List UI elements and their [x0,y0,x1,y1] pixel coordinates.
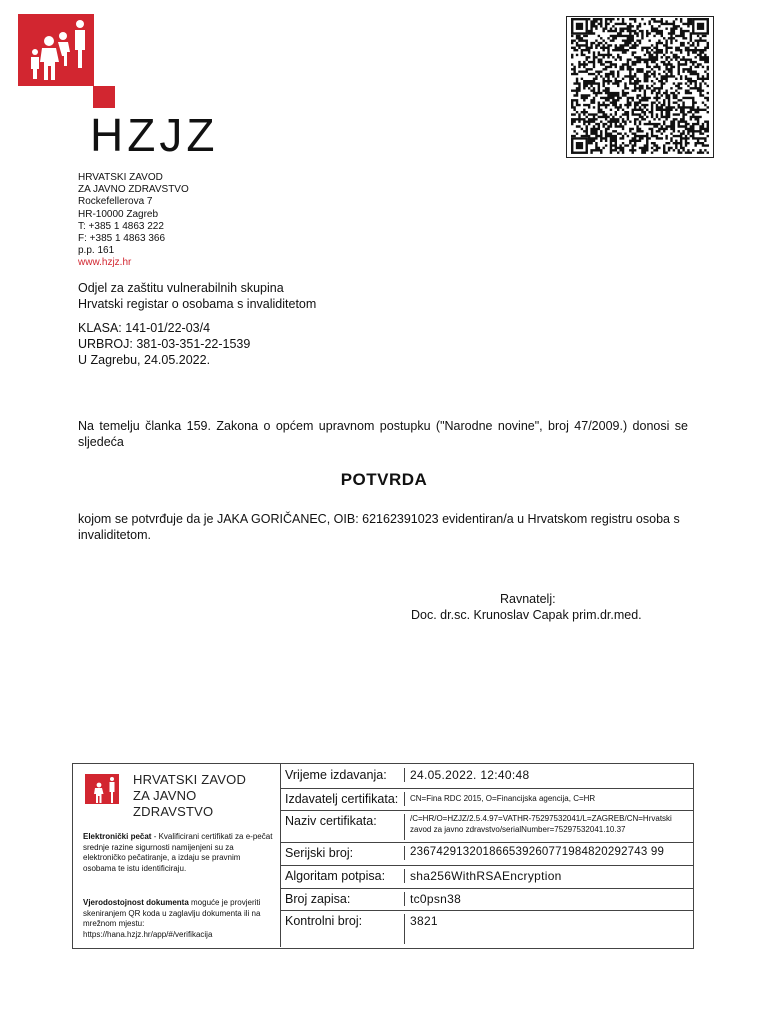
seal-info-panel [73,764,281,947]
address-line: ZA JAVNO ZDRAVSTVO [78,184,189,196]
address-line: Rockefellerova 7 [78,196,153,208]
cert-value: /C=HR/O=HZJZ/2.5.4.97=VATHR-75297532041/L=ZAGREB/CN=Hrvatski zavod za javno zdravstvo/serialNumber=75297532041.10.37 [410,814,672,834]
logo-text: HZJZ [90,109,219,161]
cert-value: 236742913201866539260771984820292743 99 [410,846,665,858]
cert-value: sha256WithRSAEncryption [410,869,562,883]
cert-row-record [280,892,693,906]
seal-org-line: ZA JAVNO ZDRAVSTVO [133,788,214,819]
cert-row-serial [280,846,693,860]
cert-label: Broj zapisa: [280,892,405,906]
intro-paragraph: Na temelju članka 159. Zakona o općem upravnom postupku ("Narodne novine", broj 47/2009.) donosi se sljedeća [78,419,688,449]
cert-value: tc0psn38 [410,892,462,906]
cert-label: Serijski broj: [280,846,405,860]
cert-value: 24.05.2022. 12:40:48 [410,768,530,782]
logo-red-square [93,86,115,108]
seal-note-text: - Kvalificirani certifikati za e-pečat srednje razine sigurnosti namijenjeni su za elektroničko pečatiranje, a izdaju se pravnim osobama te istu identificiraju. [83,832,273,873]
cert-row-issue-time [280,768,693,782]
urbroj: URBROJ: 381-03-351-22-1539 [78,337,251,351]
seal-note [83,832,273,874]
cert-label: Vrijeme izdavanja: [280,768,405,782]
seal-org-name [133,772,280,820]
verification-note-text: moguće je provjeriti skeniranjem QR koda u zaglavlju dokumenta ili na mrežnom mjestu: https://hana.hzjz.hr/app/#/verifikacija [83,898,261,939]
department-line: Odjel za zaštitu vulnerabilnih skupina [78,281,284,295]
place-date: U Zagrebu, 24.05.2022. [78,353,211,367]
verification-note [83,898,273,940]
hzjz-small-logo-icon [85,774,119,804]
verification-note-title: Vjerodostojnost dokumenta [83,898,189,907]
klasa: KLASA: 141-01/22-03/4 [78,321,211,335]
cert-value: 3821 [410,914,438,928]
address-line: p.p. 161 [78,245,115,257]
cert-label: Naziv certifikata: [280,814,405,840]
address-line: HRVATSKI ZAVOD [78,172,163,183]
cert-label: Algoritam potpisa: [280,869,405,883]
seal-note-title: Elektronički pečat [83,832,152,841]
reference-block [78,320,250,368]
address-block [78,172,189,270]
qr-code [566,16,714,158]
cert-row-name [280,814,693,840]
electronic-seal-box [72,763,694,949]
signatory-role: Ravnatelj: [500,592,556,606]
cert-label: Izdavatelj certifikata: [280,792,405,806]
signatory-name: Doc. dr.sc. Krunoslav Capak prim.dr.med. [411,608,642,622]
address-line: HR-10000 Zagreb [78,208,159,220]
hzjz-people-logo-icon [18,14,94,86]
cert-label: Kontrolni broj: [280,914,405,944]
cert-row-algorithm [280,869,693,883]
document-title: POTVRDA [340,470,428,489]
cert-row-issuer [280,792,693,806]
department-block [78,280,316,312]
registry-line: Hrvatski registar o osobama s invaliditetom [78,297,317,311]
cert-value: CN=Fina RDC 2015, O=Financijska agencija, C=HR [410,794,596,803]
qr-code-icon [567,17,713,157]
cert-row-control [280,914,693,944]
body-paragraph: kojom se potvrđuje da je JAKA GORIČANEC, OIB: 62162391023 evidentiran/a u Hrvatskom registru osoba s invaliditetom. [78,512,680,542]
website-link[interactable]: www.hzjz.hr [78,257,132,269]
address-line: F: +385 1 4863 366 [78,233,166,245]
seal-org-line: HRVATSKI ZAVOD [133,772,247,787]
address-line: T: +385 1 4863 222 [78,220,164,232]
